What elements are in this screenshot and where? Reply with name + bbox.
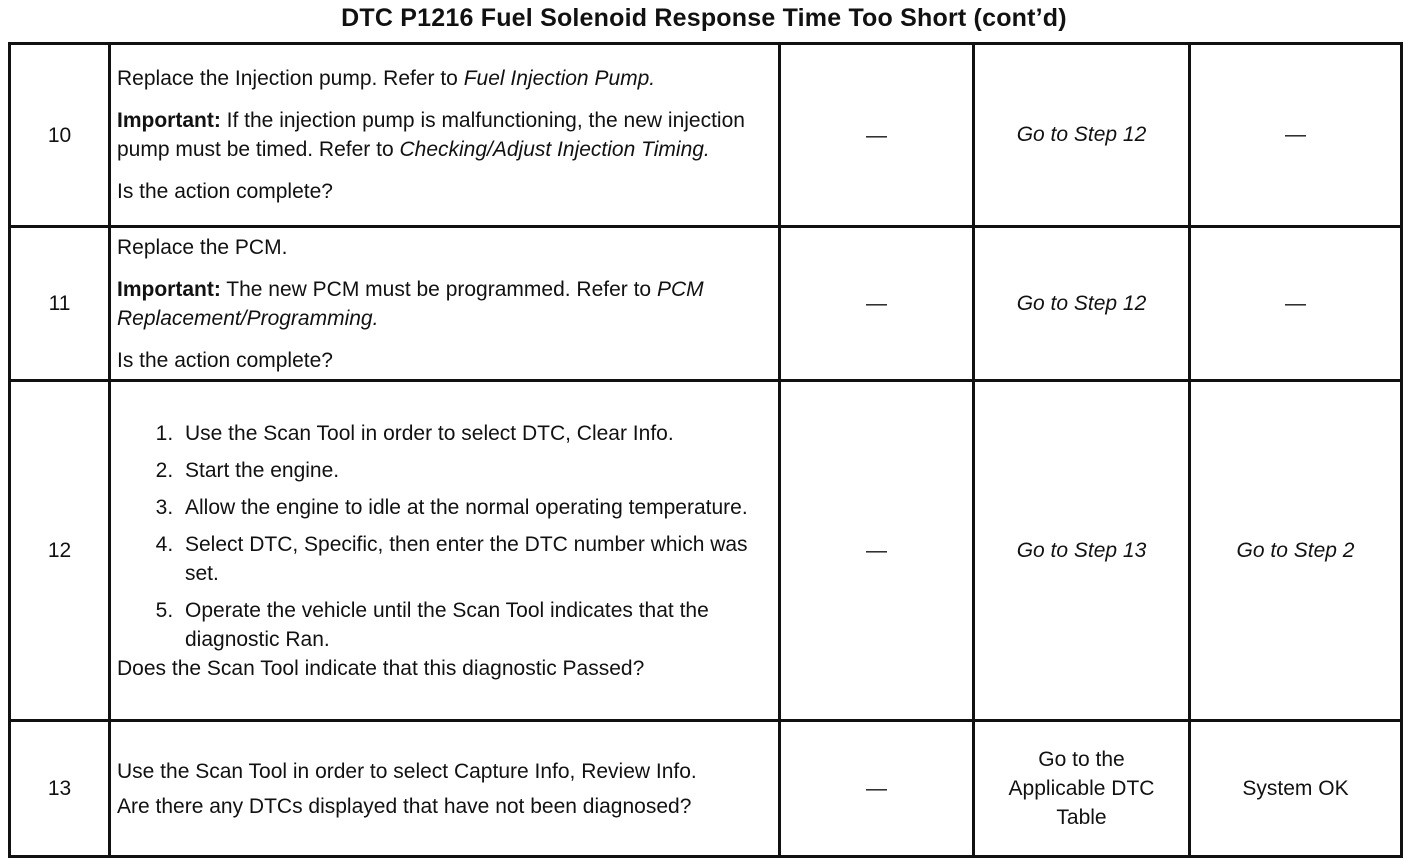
no-action: — — [1190, 227, 1402, 381]
step-number: 11 — [10, 227, 110, 381]
list-item: 3. Allow the engine to idle at the normal operating temperature. — [179, 493, 770, 522]
action-text: Use the Scan Tool in order to select Capture Info, Review Info. — [117, 759, 697, 783]
important-label: Important: — [117, 109, 221, 132]
value-dash: — — [866, 539, 887, 562]
value-dash: — — [866, 777, 887, 800]
no-action: System OK — [1190, 721, 1402, 857]
diagnostic-table — [8, 42, 1403, 858]
action-cell — [110, 381, 780, 721]
important-text: The new PCM must be programmed. Refer to — [220, 277, 657, 301]
yes-action: Go to Step 12 — [974, 227, 1190, 381]
reference-link: PCM Replacement/Programming. — [117, 277, 704, 330]
table-row — [10, 227, 1402, 381]
action-cell — [110, 721, 780, 857]
table-row — [10, 381, 1402, 721]
value-dash: — — [866, 292, 887, 315]
step-number: 12 — [10, 381, 110, 721]
question-text: Is the action complete? — [117, 180, 333, 203]
question-text: Does the Scan Tool indicate that this diagnostic Passed? — [117, 656, 645, 680]
yes-action: Go to the Applicable DTC Table — [974, 721, 1190, 857]
action-text: Replace the PCM. — [117, 235, 288, 259]
procedure-list — [117, 419, 770, 654]
step-number: 10 — [10, 44, 110, 227]
reference-link: Checking/Adjust Injection Timing. — [399, 138, 710, 161]
no-action: — — [1190, 44, 1402, 227]
table-row — [10, 721, 1402, 857]
value-cell — [780, 227, 974, 381]
reference-link: Fuel Injection Pump. — [463, 67, 656, 90]
yes-action: Go to Step 12 — [974, 44, 1190, 227]
action-cell — [110, 227, 780, 381]
value-dash: — — [866, 123, 887, 147]
list-item: 5. Operate the vehicle until the Scan Tool indicates that the diagnostic Ran. — [179, 596, 770, 654]
value-cell — [780, 44, 974, 227]
no-action: Go to Step 2 — [1190, 381, 1402, 721]
question-text: Is the action complete? — [117, 348, 333, 372]
action-text: Replace the Injection pump. Refer to — [117, 67, 464, 90]
page-title: DTC P1216 Fuel Solenoid Response Time Too Short (cont’d) — [341, 4, 1067, 32]
question-text: Are there any DTCs displayed that have not been diagnosed? — [117, 794, 692, 818]
table-row — [10, 44, 1402, 227]
important-text: If the injection pump is malfunctioning, the new injection pump must be timed. Refer to — [117, 109, 745, 161]
list-item: 2. Start the engine. — [179, 456, 770, 485]
action-cell — [110, 44, 780, 227]
list-item: 4. Select DTC, Specific, then enter the DTC number which was set. — [179, 530, 770, 588]
value-cell — [780, 381, 974, 721]
step-number: 13 — [10, 721, 110, 857]
yes-action: Go to Step 13 — [974, 381, 1190, 721]
value-cell — [780, 721, 974, 857]
important-label: Important: — [117, 277, 221, 301]
list-item: 1. Use the Scan Tool in order to select DTC, Clear Info. — [179, 419, 770, 448]
